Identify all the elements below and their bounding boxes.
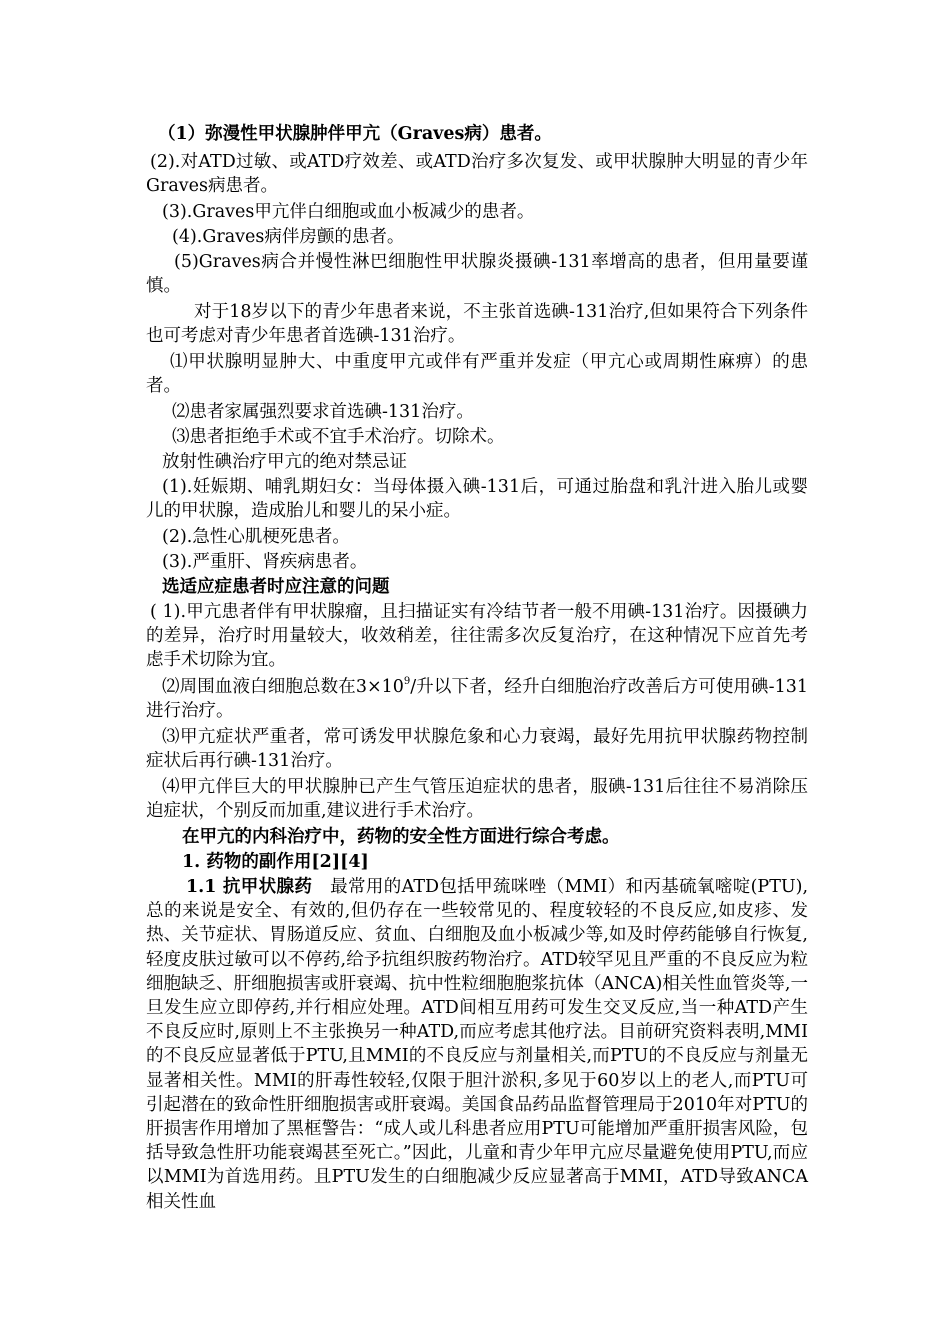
exponent: 9 xyxy=(403,676,411,687)
selection-note-1: ( 1).甲亢患者伴有甲状腺瘤，且扫描证实有冷结节者一般不用碘-131治疗。因摄碘力的差异，治疗时用量较大，收效稍差，往往需多次反复治疗，在这种情况下应首先考虑手术切除为宜。 xyxy=(146,602,808,671)
selection-heading: 选适应症患者时应注意的问题 xyxy=(162,577,390,597)
contraindication-heading: 放射性碘治疗甲亢的绝对禁忌证 xyxy=(162,452,407,472)
contraindication-3: (3).严重肝、肾疾病患者。 xyxy=(162,552,368,572)
adolescent-paragraph: 对于18岁以下的青少年患者来说，不主张首选碘-131治疗,但如果符合下列条件也可考虑对青少年患者首选碘-131治疗。 xyxy=(146,302,808,347)
section-1-1-heading: 1.1 抗甲状腺药 xyxy=(186,877,313,897)
contraindication-2: (2).急性心肌梗死患者。 xyxy=(162,527,350,547)
adolescent-condition-3: ⑶患者拒绝手术或不宜手术治疗。切除术。 xyxy=(172,427,505,447)
contraindication-1: (1).妊娠期、哺乳期妇女：当母体摄入碘-131后，可通过胎盘和乳汁进入胎儿或婴儿的甲状腺，造成胎儿和婴儿的呆小症。 xyxy=(146,477,808,522)
indication-1: （1）弥漫性甲状腺肿伴甲亢（Graves病）患者。 xyxy=(158,124,552,144)
indication-3: (3).Graves甲亢伴白细胞或血小板减少的患者。 xyxy=(162,202,535,222)
indication-2: (2).对ATD过敏、或ATD疗效差、或ATD治疗多次复发、或甲状腺肿大明显的青少年Graves病患者。 xyxy=(146,152,808,197)
safety-heading: 在甲亢的内科治疗中，药物的安全性方面进行综合考虑。 xyxy=(182,827,620,847)
selection-note-3: ⑶甲亢症状严重者，常可诱发甲状腺危象和心力衰竭，最好先用抗甲状腺药物控制症状后再行碘-131治疗。 xyxy=(146,727,808,772)
indication-5: (5)Graves病合并慢性淋巴细胞性甲状腺炎摄碘-131率增高的患者，但用量要谨慎。 xyxy=(146,252,808,297)
section-1-1-body: 最常用的ATD包括甲巯咪唑（MMI）和丙基硫氧嘧啶(PTU),总的来说是安全、有效的,但仍存在一些较常见的、程度较轻的不良反应,如皮疹、发热、关节症状、胃肠道反应、贫血、白细胞及血小板减少等,如及时停药能够自行恢复,轻度皮肤过敏可以不停药,给予抗组织胺药物治疗。ATD较罕见且严重的不良反应为粒细胞缺乏、肝细胞损害或肝衰竭、抗中性粒细胞胞浆抗体（ANCA)相关性血管炎等,一旦发生应立即停药,并行相应处理。ATD间相互用药可发生交叉反应,当一种ATD产生不良反应时,原则上不主张换另一种ATD,而应考虑其他疗法。目前研究资料表明,MMI的不良反应显著低于PTU,且MMI的不良反应与剂量相关,而PTU的不良反应与剂量无显著相关性。MMI的肝毒性较轻,仅限于胆汁淤积,多见于60岁以上的老人,而PTU可引起潜在的致命性肝细胞损害或肝衰竭。美国食品药品监督管理局于2010年对PTU的肝损害作用增加了黑框警告：“成人或儿科患者应用PTU可能增加严重肝损害风险，包括导致急性肝功能衰竭甚至死亡。”因此，儿童和青少年甲亢应尽量避免使用PTU,而应以MMI为首选用药。且PTU发生的白细胞减少反应显著高于MMI，ATD导致ANCA相关性血 xyxy=(146,877,809,1212)
section-1-heading: 1. 药物的副作用[2][4] xyxy=(182,852,369,872)
adolescent-condition-1: ⑴甲状腺明显肿大、中重度甲亢或伴有严重并发症（甲亢心或周期性麻痹）的患者。 xyxy=(146,352,808,397)
selection-note-2 xyxy=(146,675,808,723)
selection-note-2-post: /升以下者，经升白细胞治疗改善后方可使用碘-131进行治疗。 xyxy=(146,677,808,722)
adolescent-condition-2: ⑵患者家属强烈要求首选碘-131治疗。 xyxy=(172,402,474,422)
indication-4: (4).Graves病伴房颤的患者。 xyxy=(172,227,405,247)
section-1-1-paragraph xyxy=(146,875,808,1214)
selection-note-4: ⑷甲亢伴巨大的甲状腺肿已产生气管压迫症状的患者，服碘-131后往往不易消除压迫症状，个别反而加重,建议进行手术治疗。 xyxy=(146,777,808,822)
selection-note-2-pre: ⑵周围血液白细胞总数在3×10 xyxy=(162,677,404,697)
